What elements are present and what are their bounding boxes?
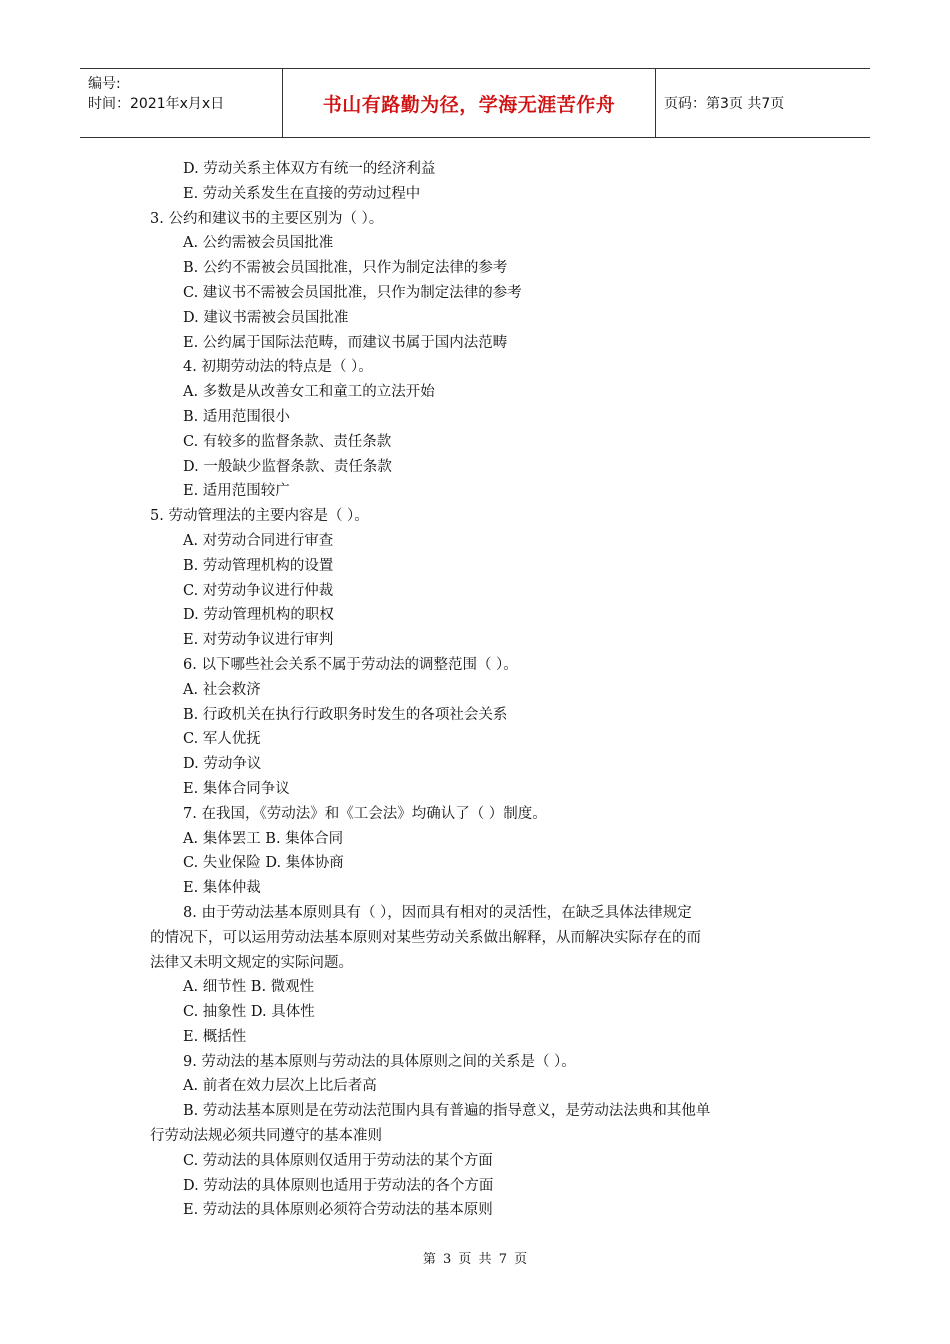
question-continuation: 法律又未明文规定的实际问题。 [150, 954, 353, 971]
page-header [80, 68, 870, 138]
question-line: 6. 以下哪些社会关系不属于劳动法的调整范围（ ）。 [183, 656, 518, 673]
option-line: A. 多数是从改善女工和童工的立法开始 [183, 384, 435, 401]
motto-text: 书山有路勤为径，学海无涯苦作舟 [322, 93, 616, 116]
option-line: E. 劳动法的具体原则必须符合劳动法的基本原则 [183, 1202, 493, 1219]
question-line: 9. 劳动法的基本原则与劳动法的具体原则之间的关系是（ ）。 [183, 1053, 576, 1070]
header-page-cell [656, 69, 870, 137]
option-line: A. 社会救济 [183, 681, 261, 698]
option-line: E. 概括性 [183, 1028, 247, 1045]
question-continuation: 的情况下，可以运用劳动法基本原则对某些劳动关系做出解释，从而解决实际存在的而 [150, 929, 701, 946]
option-line: D. 劳动法的具体原则也适用于劳动法的各个方面 [183, 1177, 494, 1194]
option-line: D. 劳动管理机构的职权 [183, 607, 334, 624]
option-line: A. 集体罢工 B. 集体合同 [183, 830, 344, 847]
option-line: D. 劳动关系主体双方有统一的经济利益 [183, 161, 436, 177]
question-line: 5. 劳动管理法的主要内容是（ ）。 [150, 508, 369, 525]
question-line: 4. 初期劳动法的特点是（ ）。 [183, 359, 373, 376]
option-continuation: 行劳动法规必须共同遵守的基本准则 [150, 1128, 382, 1145]
page-info: 页码：第3页 共7页 [664, 96, 785, 112]
option-line: E. 公约属于国际法范畴，而建议书属于国内法范畴 [183, 334, 508, 351]
option-line: C. 失业保险 D. 集体协商 [183, 855, 344, 872]
option-line: C. 劳动法的具体原则仅适用于劳动法的某个方面 [183, 1152, 493, 1169]
option-line: B. 适用范围很小 [183, 408, 290, 425]
option-line: A. 对劳动合同进行审查 [183, 532, 334, 549]
option-line: C. 抽象性 D. 具体性 [183, 1004, 315, 1021]
option-line: E. 集体合同争议 [183, 780, 290, 797]
option-line: E. 集体仲裁 [183, 880, 261, 897]
option-line: C. 军人优抚 [183, 731, 261, 748]
question-line: 8. 由于劳动法基本原则具有（ ），因而具有相对的灵活性，在缺乏具体法律规定 [183, 904, 692, 921]
option-line: B. 劳动管理机构的设置 [183, 557, 334, 574]
option-line: E. 适用范围较广 [183, 483, 290, 500]
option-line: C. 建议书不需被会员国批准，只作为制定法律的参考 [183, 284, 522, 301]
serial-label: 编号: [88, 76, 121, 92]
option-line: E. 对劳动争议进行审判 [183, 632, 334, 649]
document-body [150, 157, 800, 1223]
header-motto-cell [283, 69, 656, 137]
option-line: B. 劳动法基本原则是在劳动法范围内具有普遍的指导意义，是劳动法法典和其他单 [183, 1103, 711, 1120]
option-line: A. 细节性 B. 微观性 [183, 979, 315, 996]
option-line: E. 劳动关系发生在直接的劳动过程中 [183, 185, 421, 202]
header-meta-cell [80, 69, 283, 137]
option-line: D. 建议书需被会员国批准 [183, 309, 349, 326]
option-line: A. 公约需被会员国批准 [183, 235, 334, 252]
question-line: 7. 在我国，《劳动法》和《工会法》均确认了（ ）制度。 [183, 805, 547, 822]
option-line: B. 行政机关在执行行政职务时发生的各项社会关系 [183, 706, 508, 723]
option-line: B. 公约不需被会员国批准，只作为制定法律的参考 [183, 260, 508, 277]
time-label: 时间：2021年x月x日 [88, 96, 225, 112]
option-line: C. 对劳动争议进行仲裁 [183, 582, 334, 599]
option-line: A. 前者在效力层次上比后者高 [183, 1078, 377, 1095]
option-line: D. 一般缺少监督条款、责任条款 [183, 458, 392, 475]
page-footer: 第 3 页 共 7 页 [422, 1252, 528, 1267]
option-line: C. 有较多的监督条款、责任条款 [183, 433, 392, 450]
question-line: 3. 公约和建议书的主要区别为（ ）。 [150, 210, 384, 227]
option-line: D. 劳动争议 [183, 756, 262, 773]
